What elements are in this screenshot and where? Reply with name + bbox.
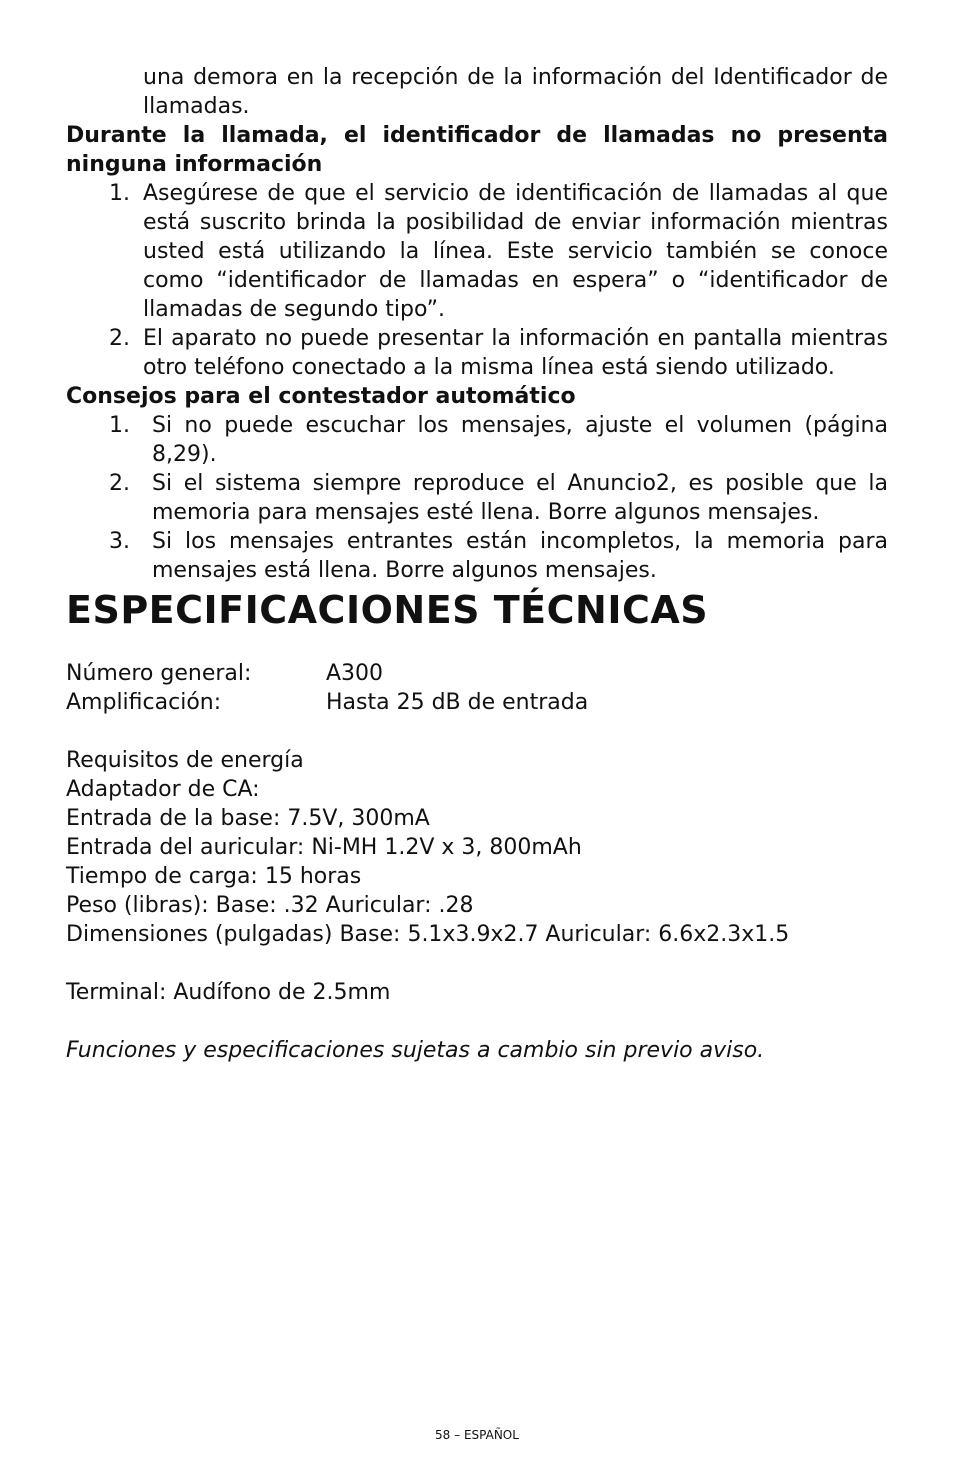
list-item [66, 179, 888, 324]
list-item [66, 411, 888, 469]
list-item [66, 469, 888, 527]
spec-row [66, 688, 896, 717]
list-item-text: Si el sistema siempre reproduce el Anuncio2, es posible que la memoria para mensajes esté llena. Borre algunos mensajes. [152, 471, 888, 525]
specs-block [66, 659, 896, 1065]
power-line: Peso (libras): Base: .32 Auricular: .28 [66, 893, 474, 918]
power-line: Adaptador de CA: [66, 777, 260, 802]
power-line: Entrada del auricular: Ni-MH 1.2V x 3, 800mAh [66, 835, 582, 860]
list-item-text: Si no puede escuchar los mensajes, ajuste el volumen (página 8,29). [152, 413, 888, 467]
answering-machine-heading: Consejos para el contestador automático [66, 384, 576, 409]
caller-id-heading: Durante la llamada, el identificador de llamadas no presenta ninguna información [66, 123, 888, 177]
page-footer: 58 – ESPAÑOL [435, 1428, 519, 1442]
spacer [66, 1007, 896, 1036]
list-item-text: Asegúrese de que el servicio de identificación de llamadas al que está suscrito brinda la posibilidad de enviar información mientras usted está utilizando la línea. Este servicio también se conoce como “identificador de llamadas en espera” o “identificador de llamadas de segundo tipo”. [143, 181, 888, 322]
specs-title: ESPECIFICACIONES TÉCNICAS [66, 588, 709, 632]
list-number: 1. [109, 181, 130, 206]
troubleshooting-column [66, 63, 888, 585]
disclaimer: Funciones y especificaciones sujetas a cambio sin previo aviso. [66, 1038, 765, 1063]
spec-value: A300 [326, 661, 384, 686]
spec-label: Amplificación: [66, 690, 222, 715]
spec-value: Hasta 25 dB de entrada [326, 690, 589, 715]
list-number: 2. [109, 471, 130, 496]
list-item [66, 324, 888, 382]
list-item-text: El aparato no puede presentar la información en pantalla mientras otro teléfono conectado a la misma línea está siendo utilizado. [143, 326, 888, 380]
answering-machine-list [66, 411, 888, 585]
power-line: Entrada de la base: 7.5V, 300mA [66, 806, 430, 831]
caller-id-list [66, 179, 888, 382]
list-item [66, 527, 888, 585]
list-number: 2. [109, 326, 130, 351]
spacer [66, 717, 896, 746]
continuation-paragraph: una demora en la recepción de la información del Identificador de llamadas. [143, 65, 888, 119]
spec-label: Número general: [66, 661, 252, 686]
spacer [66, 949, 896, 978]
spec-row [66, 659, 896, 688]
list-number: 1. [109, 413, 130, 438]
terminal-line: Terminal: Audífono de 2.5mm [66, 980, 391, 1005]
power-line: Dimensiones (pulgadas) Base: 5.1x3.9x2.7 Auricular: 6.6x2.3x1.5 [66, 922, 790, 947]
power-line: Tiempo de carga: 15 horas [66, 864, 362, 889]
list-item-text: Si los mensajes entrantes están incompletos, la memoria para mensajes está llena. Borre algunos mensajes. [152, 529, 888, 583]
power-line: Requisitos de energía [66, 748, 304, 773]
list-number: 3. [109, 529, 130, 554]
